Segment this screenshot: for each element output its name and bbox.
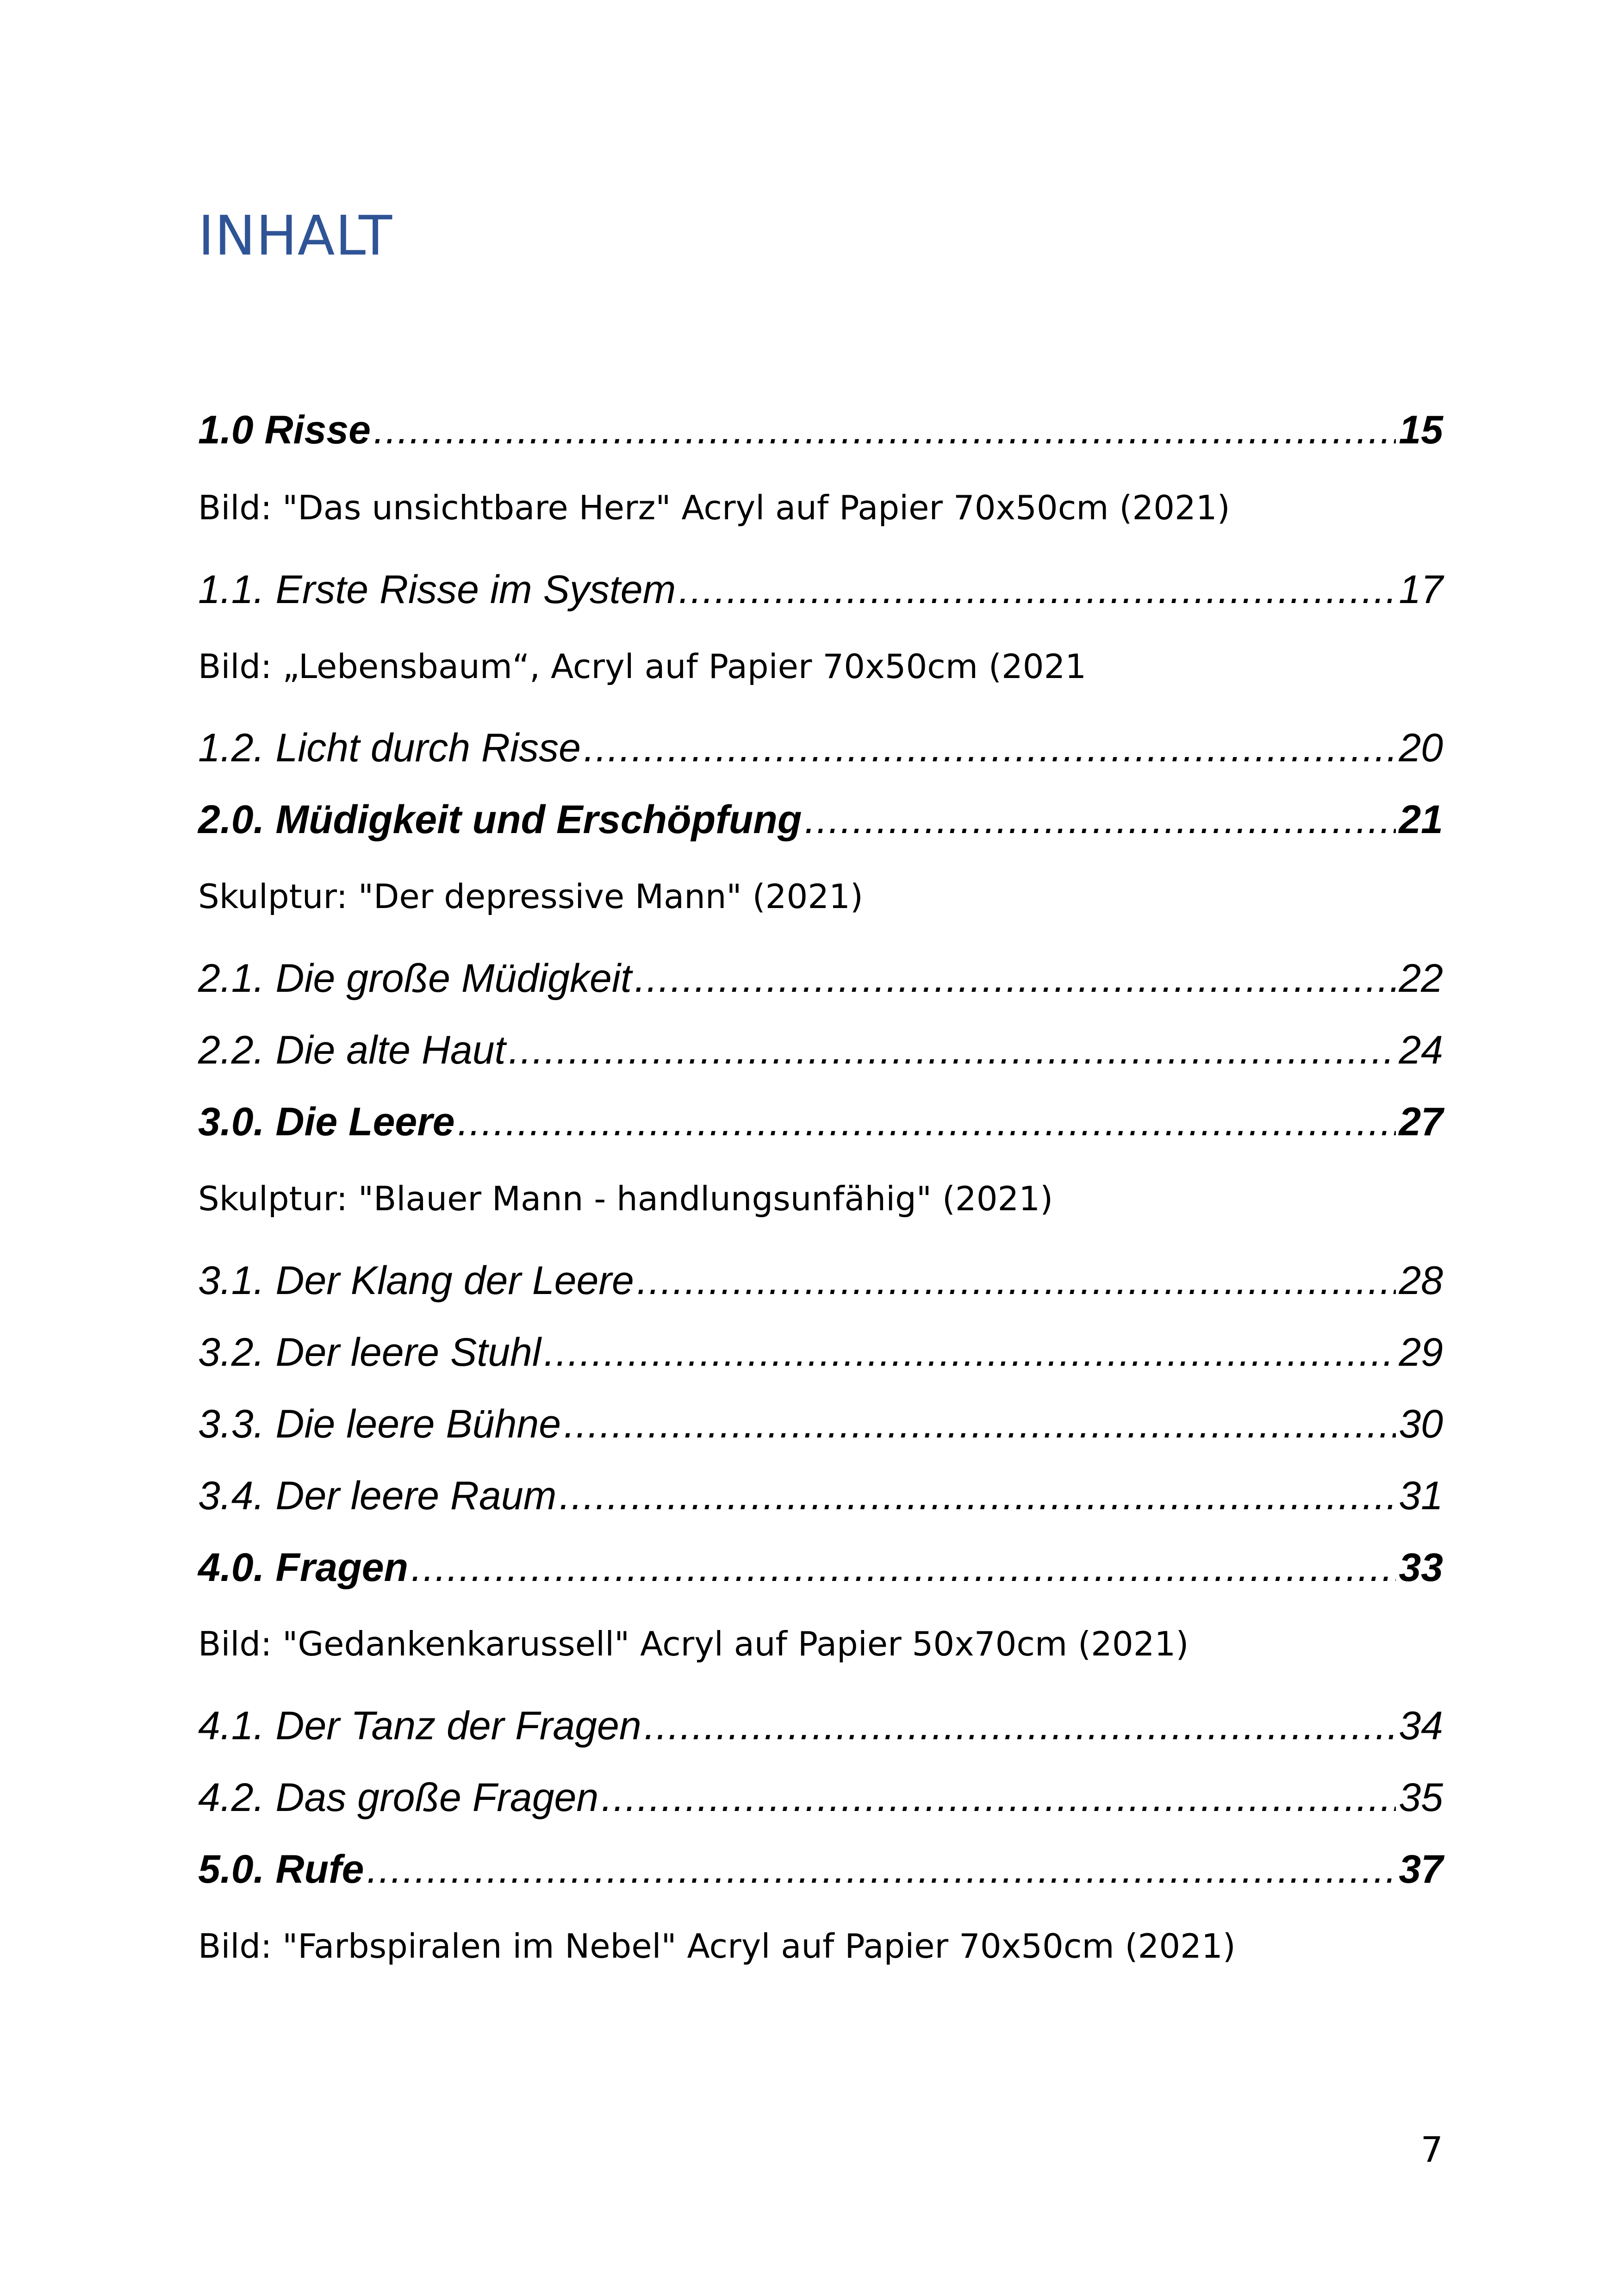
caption-line: Skulptur: "Blauer Mann - handlungsunfähig" (2021) (198, 1179, 1053, 1218)
dot-leader (584, 725, 1396, 771)
toc-entry-title: 3.4. Der leere Raum (198, 1474, 557, 1518)
toc-entry-section[interactable] (198, 956, 1443, 1002)
dot-leader (559, 1473, 1396, 1519)
dot-leader (644, 1703, 1396, 1749)
dot-leader (804, 797, 1396, 843)
toc-entry-page: 22 (1399, 956, 1443, 1001)
page-number: 7 (1420, 2129, 1443, 2170)
dot-leader (637, 1258, 1396, 1304)
dot-leader (367, 1847, 1396, 1892)
toc-entry-title: 3.0. Die Leere (198, 1100, 455, 1144)
toc-entry-page: 34 (1399, 1704, 1443, 1748)
toc-entry-page: 35 (1399, 1775, 1443, 1820)
toc-entry-title: 4.2. Das große Fragen (198, 1775, 599, 1820)
toc-entry-title: 1.1. Erste Risse im System (198, 567, 676, 612)
toc-entry-section[interactable] (198, 1775, 1443, 1821)
dot-leader (601, 1775, 1396, 1821)
caption-line: Skulptur: "Der depressive Mann" (2021) (198, 877, 863, 916)
toc-entry-title: 3.2. Der leere Stuhl (198, 1330, 541, 1375)
caption-line: Bild: „Lebensbaum“, Acryl auf Papier 70x50cm (2021 (198, 647, 1087, 686)
dot-leader (458, 1099, 1396, 1145)
toc-entry-page: 17 (1399, 567, 1443, 612)
toc-entry-page: 20 (1399, 726, 1443, 770)
page-title: INHALT (198, 204, 393, 268)
caption-line: Bild: "Das unsichtbare Herz" Acryl auf Papier 70x50cm (2021) (198, 488, 1230, 527)
toc-entry-title: 2.1. Die große Müdigkeit (198, 956, 632, 1001)
toc-entry-page: 27 (1399, 1100, 1443, 1144)
toc-entry-page: 21 (1399, 797, 1443, 842)
dot-leader (508, 1027, 1396, 1073)
dot-leader (373, 407, 1396, 453)
dot-leader (544, 1330, 1396, 1375)
toc-entry-section[interactable] (198, 725, 1443, 771)
toc-entry-chapter[interactable] (198, 1545, 1443, 1591)
toc-entry-section[interactable] (198, 1027, 1443, 1073)
toc-entry-section[interactable] (198, 1258, 1443, 1304)
toc-entry-page: 29 (1399, 1330, 1443, 1375)
toc-entry-section[interactable] (198, 1703, 1443, 1749)
toc-entry-title: 1.0 Risse (198, 408, 371, 452)
toc-entry-page: 37 (1399, 1847, 1443, 1892)
dot-leader (635, 956, 1396, 1002)
toc-entry-section[interactable] (198, 1473, 1443, 1519)
toc-entry-section[interactable] (198, 1330, 1443, 1375)
toc-entry-page: 30 (1399, 1402, 1443, 1446)
toc-entry-page: 15 (1399, 408, 1443, 452)
toc-entry-page: 31 (1399, 1474, 1443, 1518)
toc-entry-title: 2.0. Müdigkeit und Erschöpfung (198, 797, 802, 842)
toc-entry-chapter[interactable] (198, 1099, 1443, 1145)
dot-leader (411, 1545, 1396, 1591)
toc-entry-title: 3.1. Der Klang der Leere (198, 1258, 634, 1303)
caption-line: Bild: "Gedankenkarussell" Acryl auf Papier 50x70cm (2021) (198, 1624, 1189, 1663)
toc-entry-title: 2.2. Die alte Haut (198, 1028, 506, 1072)
toc-entry-title: 1.2. Licht durch Risse (198, 726, 581, 770)
toc-entry-title: 3.3. Die leere Bühne (198, 1402, 561, 1446)
toc-entry-chapter[interactable] (198, 797, 1443, 843)
toc-entry-section[interactable] (198, 567, 1443, 613)
toc-entry-title: 5.0. Rufe (198, 1847, 364, 1892)
toc-entry-chapter[interactable] (198, 407, 1443, 453)
toc-entry-chapter[interactable] (198, 1847, 1443, 1892)
toc-entry-page: 33 (1399, 1545, 1443, 1590)
toc-entry-title: 4.1. Der Tanz der Fragen (198, 1704, 641, 1748)
toc-entry-page: 24 (1399, 1028, 1443, 1072)
toc-entry-title: 4.0. Fragen (198, 1545, 409, 1590)
caption-line: Bild: "Farbspiralen im Nebel" Acryl auf Papier 70x50cm (2021) (198, 1927, 1236, 1966)
toc-entry-section[interactable] (198, 1401, 1443, 1447)
dot-leader (564, 1401, 1396, 1447)
toc-entry-page: 28 (1399, 1258, 1443, 1303)
dot-leader (678, 567, 1396, 613)
